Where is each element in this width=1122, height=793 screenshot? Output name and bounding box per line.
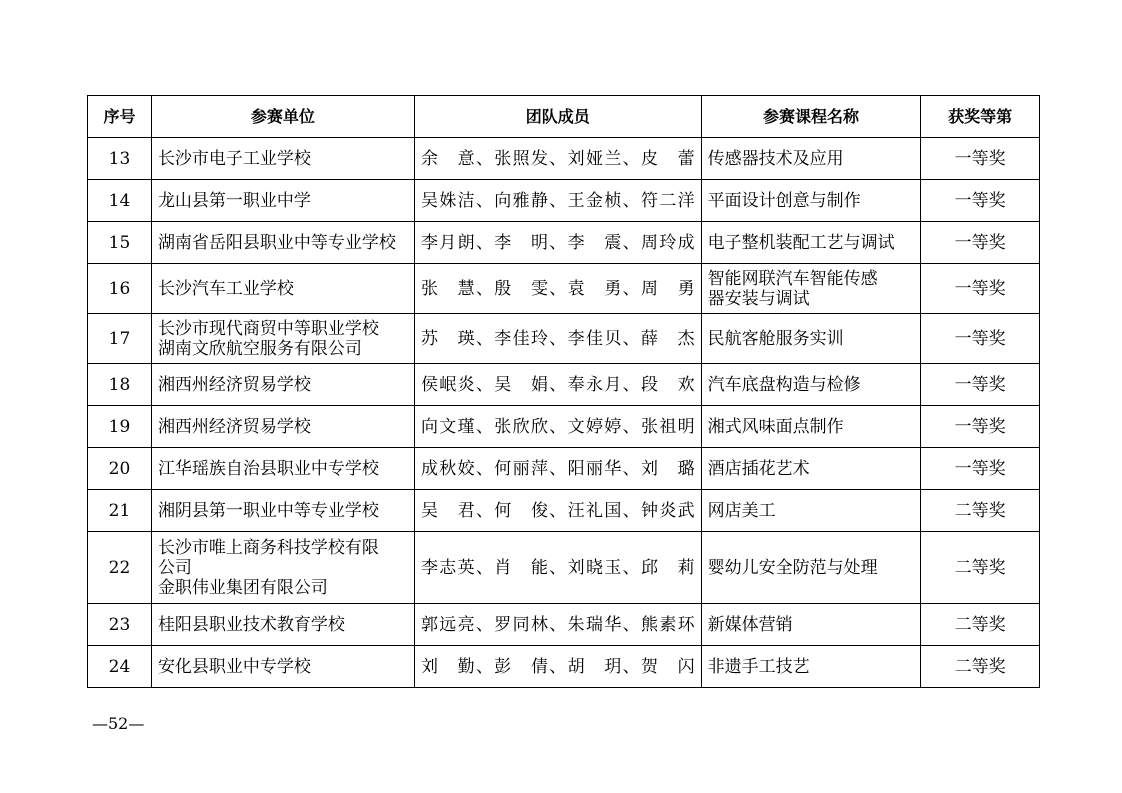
table-row bbox=[88, 448, 1040, 490]
course-line: 传感器技术及应用 bbox=[707, 148, 844, 169]
cell-members: 侯岷炎、吴 娟、奉永月、段 欢 bbox=[414, 364, 701, 406]
cell-unit bbox=[151, 646, 414, 688]
table-row bbox=[88, 364, 1040, 406]
cell-no: 18 bbox=[88, 364, 152, 406]
cell-no: 15 bbox=[88, 222, 152, 264]
cell-unit bbox=[151, 180, 414, 222]
awards-table bbox=[87, 95, 1040, 688]
header-members: 团队成员 bbox=[414, 96, 701, 138]
cell-members: 张 慧、殷 雯、袁 勇、周 勇 bbox=[414, 264, 701, 314]
cell-unit bbox=[151, 448, 414, 490]
unit-line: 湘阴县第一职业中等专业学校 bbox=[157, 500, 379, 521]
cell-course bbox=[701, 180, 921, 222]
course-line: 新媒体营销 bbox=[707, 614, 793, 635]
course-line: 酒店插花艺术 bbox=[707, 458, 810, 479]
header-award: 获奖等第 bbox=[921, 96, 1040, 138]
cell-award: 二等奖 bbox=[921, 646, 1040, 688]
cell-unit bbox=[151, 406, 414, 448]
cell-course bbox=[701, 604, 921, 646]
cell-members: 刘 勤、彭 倩、胡 玥、贺 闪 bbox=[414, 646, 701, 688]
header-no: 序号 bbox=[88, 96, 152, 138]
cell-members: 吴 君、何 俊、汪礼国、钟炎武 bbox=[414, 490, 701, 532]
table-row bbox=[88, 264, 1040, 314]
course-line: 非遗手工技艺 bbox=[707, 656, 810, 677]
header-course: 参赛课程名称 bbox=[701, 96, 921, 138]
table-body bbox=[88, 138, 1040, 688]
cell-award: 一等奖 bbox=[921, 448, 1040, 490]
cell-award: 二等奖 bbox=[921, 604, 1040, 646]
cell-unit bbox=[151, 364, 414, 406]
cell-award: 一等奖 bbox=[921, 138, 1040, 180]
cell-award: 一等奖 bbox=[921, 180, 1040, 222]
cell-no: 14 bbox=[88, 180, 152, 222]
unit-line: 安化县职业中专学校 bbox=[157, 656, 311, 677]
table-row bbox=[88, 222, 1040, 264]
unit-line: 龙山县第一职业中学 bbox=[157, 190, 311, 211]
course-line: 汽车底盘构造与检修 bbox=[707, 374, 861, 395]
cell-award: 二等奖 bbox=[921, 532, 1040, 604]
cell-award: 一等奖 bbox=[921, 314, 1040, 364]
unit-line: 长沙市现代商贸中等职业学校 bbox=[157, 318, 379, 339]
unit-line: 湘西州经济贸易学校 bbox=[157, 374, 311, 395]
cell-members: 余 意、张照发、刘娅兰、皮 蕾 bbox=[414, 138, 701, 180]
course-line: 器安装与调试 bbox=[707, 288, 810, 309]
cell-no: 13 bbox=[88, 138, 152, 180]
cell-course bbox=[701, 314, 921, 364]
cell-no: 16 bbox=[88, 264, 152, 314]
cell-unit bbox=[151, 314, 414, 364]
table-row bbox=[88, 490, 1040, 532]
cell-unit bbox=[151, 264, 414, 314]
cell-unit bbox=[151, 490, 414, 532]
course-line: 湘式风味面点制作 bbox=[707, 416, 844, 437]
course-line: 网店美工 bbox=[707, 500, 776, 521]
header-unit: 参赛单位 bbox=[151, 96, 414, 138]
cell-course bbox=[701, 364, 921, 406]
unit-line: 江华瑶族自治县职业中专学校 bbox=[157, 458, 379, 479]
cell-award: 一等奖 bbox=[921, 264, 1040, 314]
cell-no: 19 bbox=[88, 406, 152, 448]
cell-no: 24 bbox=[88, 646, 152, 688]
cell-members: 李志英、肖 能、刘晓玉、邱 莉 bbox=[414, 532, 701, 604]
cell-course bbox=[701, 222, 921, 264]
cell-course bbox=[701, 138, 921, 180]
cell-members: 向文瑾、张欣欣、文婷婷、张祖明 bbox=[414, 406, 701, 448]
unit-line: 湖南省岳阳县职业中等专业学校 bbox=[157, 232, 396, 253]
cell-course bbox=[701, 448, 921, 490]
page-number: —52— bbox=[92, 714, 145, 733]
table-row bbox=[88, 604, 1040, 646]
cell-no: 20 bbox=[88, 448, 152, 490]
table-row bbox=[88, 532, 1040, 604]
unit-line: 公司 bbox=[157, 557, 192, 578]
cell-members: 吴姝洁、向雅静、王金桢、符二洋 bbox=[414, 180, 701, 222]
course-line: 平面设计创意与制作 bbox=[707, 190, 861, 211]
table-header-row bbox=[88, 96, 1040, 138]
cell-course bbox=[701, 264, 921, 314]
cell-no: 23 bbox=[88, 604, 152, 646]
cell-course bbox=[701, 532, 921, 604]
unit-line: 湖南文欣航空服务有限公司 bbox=[157, 338, 362, 359]
course-line: 民航客舱服务实训 bbox=[707, 328, 844, 349]
course-line: 婴幼儿安全防范与处理 bbox=[707, 557, 878, 578]
table-row bbox=[88, 314, 1040, 364]
cell-unit bbox=[151, 604, 414, 646]
unit-line: 长沙市电子工业学校 bbox=[157, 148, 311, 169]
cell-award: 一等奖 bbox=[921, 406, 1040, 448]
cell-members: 苏 瑛、李佳玲、李佳贝、薛 杰 bbox=[414, 314, 701, 364]
cell-no: 17 bbox=[88, 314, 152, 364]
cell-members: 郭远亮、罗同林、朱瑞华、熊素环 bbox=[414, 604, 701, 646]
table-row bbox=[88, 138, 1040, 180]
cell-unit bbox=[151, 138, 414, 180]
cell-award: 一等奖 bbox=[921, 222, 1040, 264]
course-line: 智能网联汽车智能传感 bbox=[707, 268, 878, 289]
table-row bbox=[88, 646, 1040, 688]
cell-members: 成秋姣、何丽萍、阳丽华、刘 璐 bbox=[414, 448, 701, 490]
cell-unit bbox=[151, 222, 414, 264]
cell-no: 22 bbox=[88, 532, 152, 604]
unit-line: 长沙汽车工业学校 bbox=[157, 278, 294, 299]
table-row bbox=[88, 180, 1040, 222]
unit-line: 桂阳县职业技术教育学校 bbox=[157, 614, 345, 635]
unit-line: 长沙市唯上商务科技学校有限 bbox=[157, 537, 379, 558]
unit-line: 湘西州经济贸易学校 bbox=[157, 416, 311, 437]
cell-no: 21 bbox=[88, 490, 152, 532]
cell-members: 李月朗、李 明、李 震、周玲成 bbox=[414, 222, 701, 264]
cell-award: 二等奖 bbox=[921, 490, 1040, 532]
unit-line: 金职伟业集团有限公司 bbox=[157, 577, 328, 598]
cell-course bbox=[701, 490, 921, 532]
cell-unit bbox=[151, 532, 414, 604]
course-line: 电子整机装配工艺与调试 bbox=[707, 232, 895, 253]
table-row bbox=[88, 406, 1040, 448]
cell-award: 一等奖 bbox=[921, 364, 1040, 406]
cell-course bbox=[701, 646, 921, 688]
cell-course bbox=[701, 406, 921, 448]
